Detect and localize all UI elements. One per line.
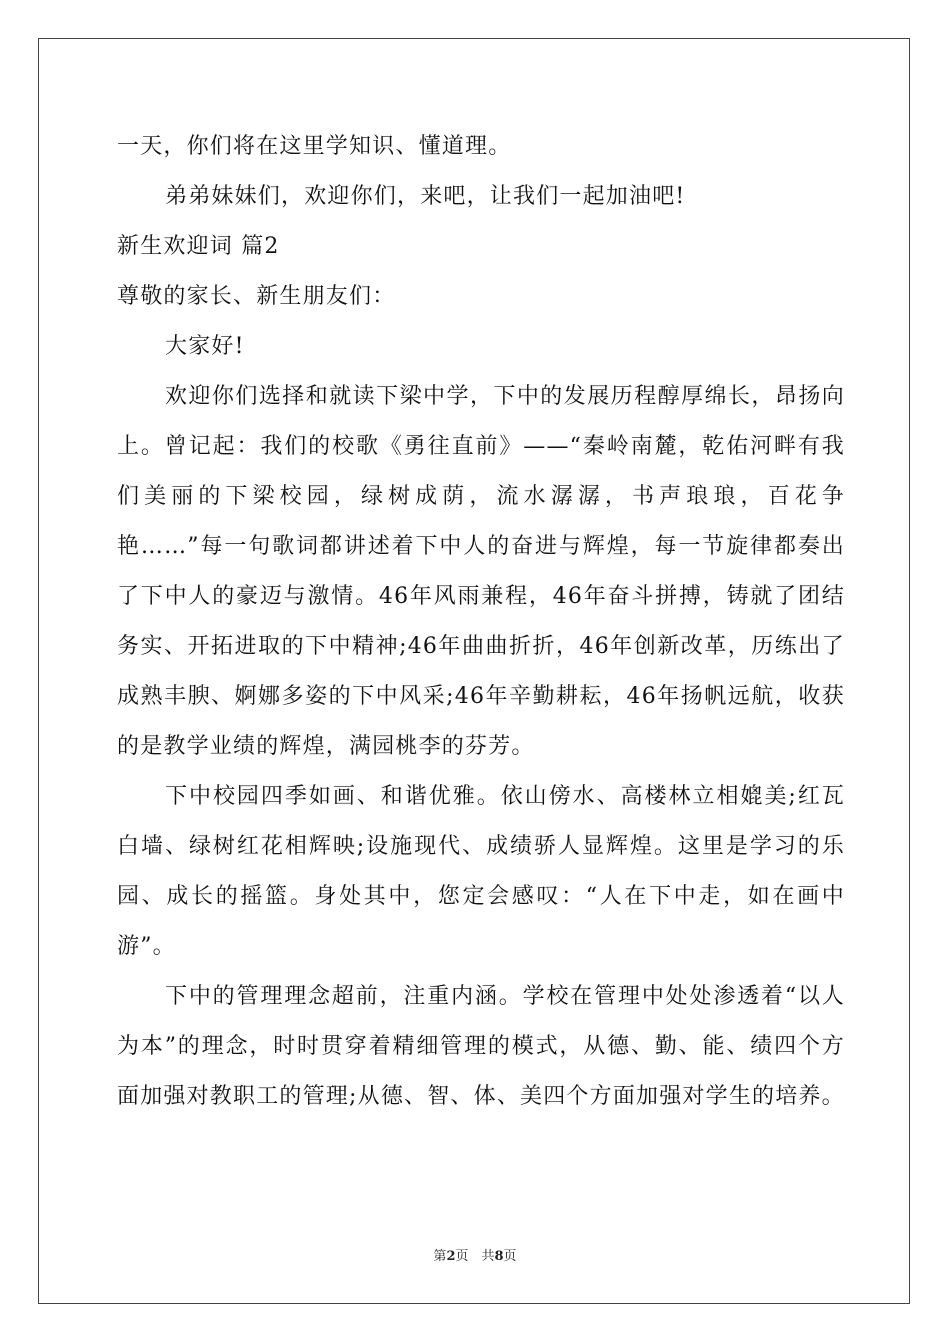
- paragraph-2: 弟弟妹妹们，欢迎你们，来吧，让我们一起加油吧!: [165, 184, 686, 209]
- footer-mid: 页 共: [455, 1249, 495, 1264]
- paragraph-welcome: 欢迎你们选择和就读下梁中学，下中的发展历程醇厚绵长，昂扬向上。曾记起：我们的校歌《勇往直前》——“秦岭南麓，乾佑河畔有我们美丽的下梁校园，绿树成荫，流水潺潺，书声琅琅，百花争艳……”每一句歌词都讲述着下中人的奋进与辉煌，每一节旋律都奏出了下中人的豪迈与激情。46年风雨兼程，46年奋斗拼搏，铸就了团结务实、开拓进取的下中精神;46年曲曲折折，46年创新改革，历练出了成熟丰腴、婀娜多姿的下中风采;46年辛勤耕耘，46年扬帆远航，收获的是教学业绩的辉煌，满园桃李的芬芳。: [117, 384, 845, 759]
- page-footer: [0, 1245, 950, 1264]
- salutation: 尊敬的家长、新生朋友们：: [117, 284, 396, 309]
- current-page-number: 2: [446, 1249, 456, 1264]
- paragraph-1: 一天，你们将在这里学知识、懂道理。: [117, 134, 512, 159]
- paragraph-management: 下中的管理理念超前，注重内涵。学校在管理中处处渗透着“以人为本”的理念，时时贯穿着精细管理的模式，从德、勤、能、绩四个方面加强对教职工的管理;从德、智、体、美四个方面加强对学生的培养。: [117, 984, 845, 1109]
- document-body: [117, 122, 845, 1122]
- greeting: 大家好!: [165, 334, 245, 359]
- footer-suffix: 页: [503, 1249, 517, 1264]
- section-heading: 新生欢迎词 篇2: [117, 234, 280, 259]
- paragraph-campus: 下中校园四季如画、和谐优雅。依山傍水、高楼林立相媲美;红瓦白墙、绿树红花相辉映;设施现代、成绩骄人显辉煌。这里是学习的乐园、成长的摇篮。身处其中，您定会感叹：“人在下中走，如在画中游”。: [117, 784, 845, 959]
- footer-prefix: 第: [433, 1249, 447, 1264]
- total-page-number: 8: [494, 1249, 504, 1264]
